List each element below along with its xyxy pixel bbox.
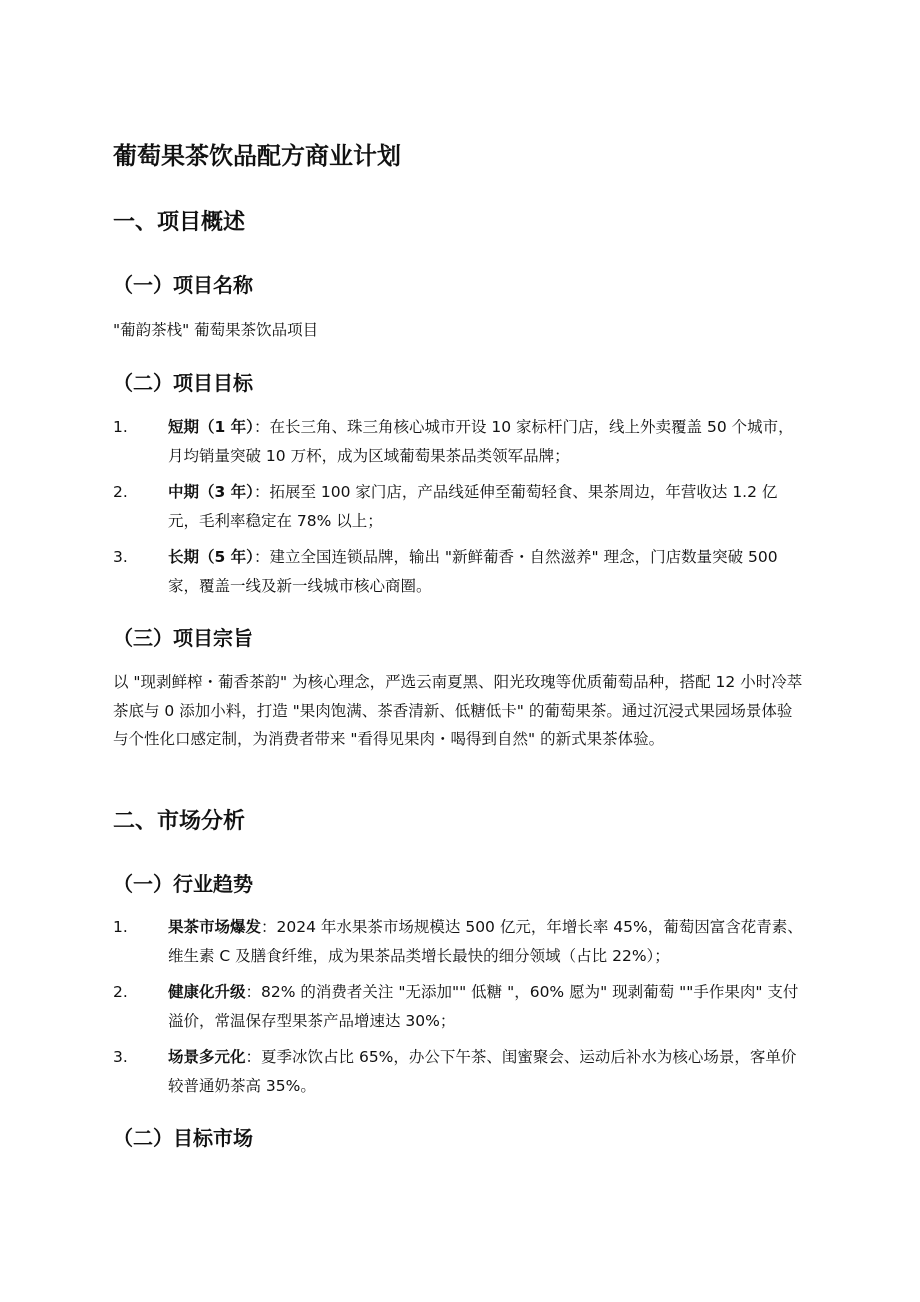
list-item-label: 果茶市场爆发: [168, 918, 262, 936]
list-number: 2.: [113, 983, 128, 1001]
section-heading-market: 二、市场分析: [113, 809, 246, 834]
goals-list: [113, 413, 805, 608]
list-item-sep: ：: [245, 983, 262, 1001]
list-item-text: 夏季冰饮占比 65%，办公下午茶、闺蜜聚会、运动后补水为核心场景，客单价较普通奶茶高 35%。: [168, 1048, 797, 1095]
list-item-text: 2024 年水果茶市场规模达 500 亿元，年增长率 45%，葡萄因富含花青素、维生素 C 及膳食纤维，成为果茶品类增长最快的细分领域（占比 22%）；: [168, 918, 803, 965]
list-item-label: 长期（5 年）: [168, 548, 254, 566]
list-item: [113, 413, 805, 470]
list-item-label: 短期（1 年）: [168, 418, 254, 436]
list-item-sep: ：: [253, 483, 270, 501]
list-item-text: 拓展至 100 家门店，产品线延伸至葡萄轻食、果茶周边，年营收达 1.2 亿元，毛利率稳定在 78% 以上；: [168, 483, 778, 530]
list-item-label: 健康化升级: [168, 983, 246, 1001]
list-number: 3.: [113, 548, 128, 566]
list-item-sep: ：: [261, 918, 277, 936]
list-item-label: 中期（3 年）: [168, 483, 254, 501]
subheading-project-goals: （二）项目目标: [113, 371, 253, 395]
list-item-sep: ：: [245, 1048, 262, 1066]
section-heading-overview: 一、项目概述: [113, 210, 246, 235]
document-title: 葡萄果茶饮品配方商业计划: [113, 142, 401, 170]
subheading-project-purpose: （三）项目宗旨: [113, 626, 253, 650]
list-number: 1.: [113, 918, 128, 936]
list-item: [113, 478, 805, 535]
list-item-text: 在长三角、珠三角核心城市开设 10 家标杆门店，线上外卖覆盖 50 个城市，月均销量突破 10 万杯，成为区域葡萄果茶品类领军品牌；: [168, 418, 794, 465]
trends-list: [113, 913, 805, 1108]
list-number: 2.: [113, 483, 128, 501]
list-item-text: 82% 的消费者关注 "无添加"" 低糖 "，60% 愿为" 现剥葡萄 ""手作果肉" 支付溢价，常温保存型果茶产品增速达 30%；: [168, 983, 799, 1030]
list-number: 3.: [113, 1048, 128, 1066]
subheading-project-name: （一）项目名称: [113, 273, 253, 297]
list-item-sep: ：: [253, 548, 270, 566]
subheading-target-market: （二）目标市场: [113, 1126, 253, 1150]
list-item-text: 建立全国连锁品牌，输出 "新鲜葡香・自然滋养" 理念，门店数量突破 500 家，覆盖一线及新一线城市核心商圈。: [168, 548, 778, 595]
list-item-label: 场景多元化: [168, 1048, 246, 1066]
list-number: 1.: [113, 418, 128, 436]
list-item: [113, 913, 805, 970]
list-item: [113, 1043, 805, 1100]
project-purpose-text: 以 "现剥鲜榨・葡香茶韵" 为核心理念，严选云南夏黑、阳光玫瑰等优质葡萄品种，搭配 12 小时冷萃茶底与 0 添加小料，打造 "果肉饱满、茶香清新、低糖低卡" 的葡萄果茶。通过沉浸式果园场景体验与个性化口感定制，为消费者带来 "看得见果肉・喝得到自然" 的新式果茶体验。: [113, 673, 803, 748]
project-name-text: "葡韵茶栈" 葡萄果茶饮品项目: [113, 321, 319, 339]
list-item-sep: ：: [253, 418, 270, 436]
list-item: [113, 543, 805, 600]
subheading-industry-trends: （一）行业趋势: [113, 872, 253, 896]
list-item: [113, 978, 805, 1035]
